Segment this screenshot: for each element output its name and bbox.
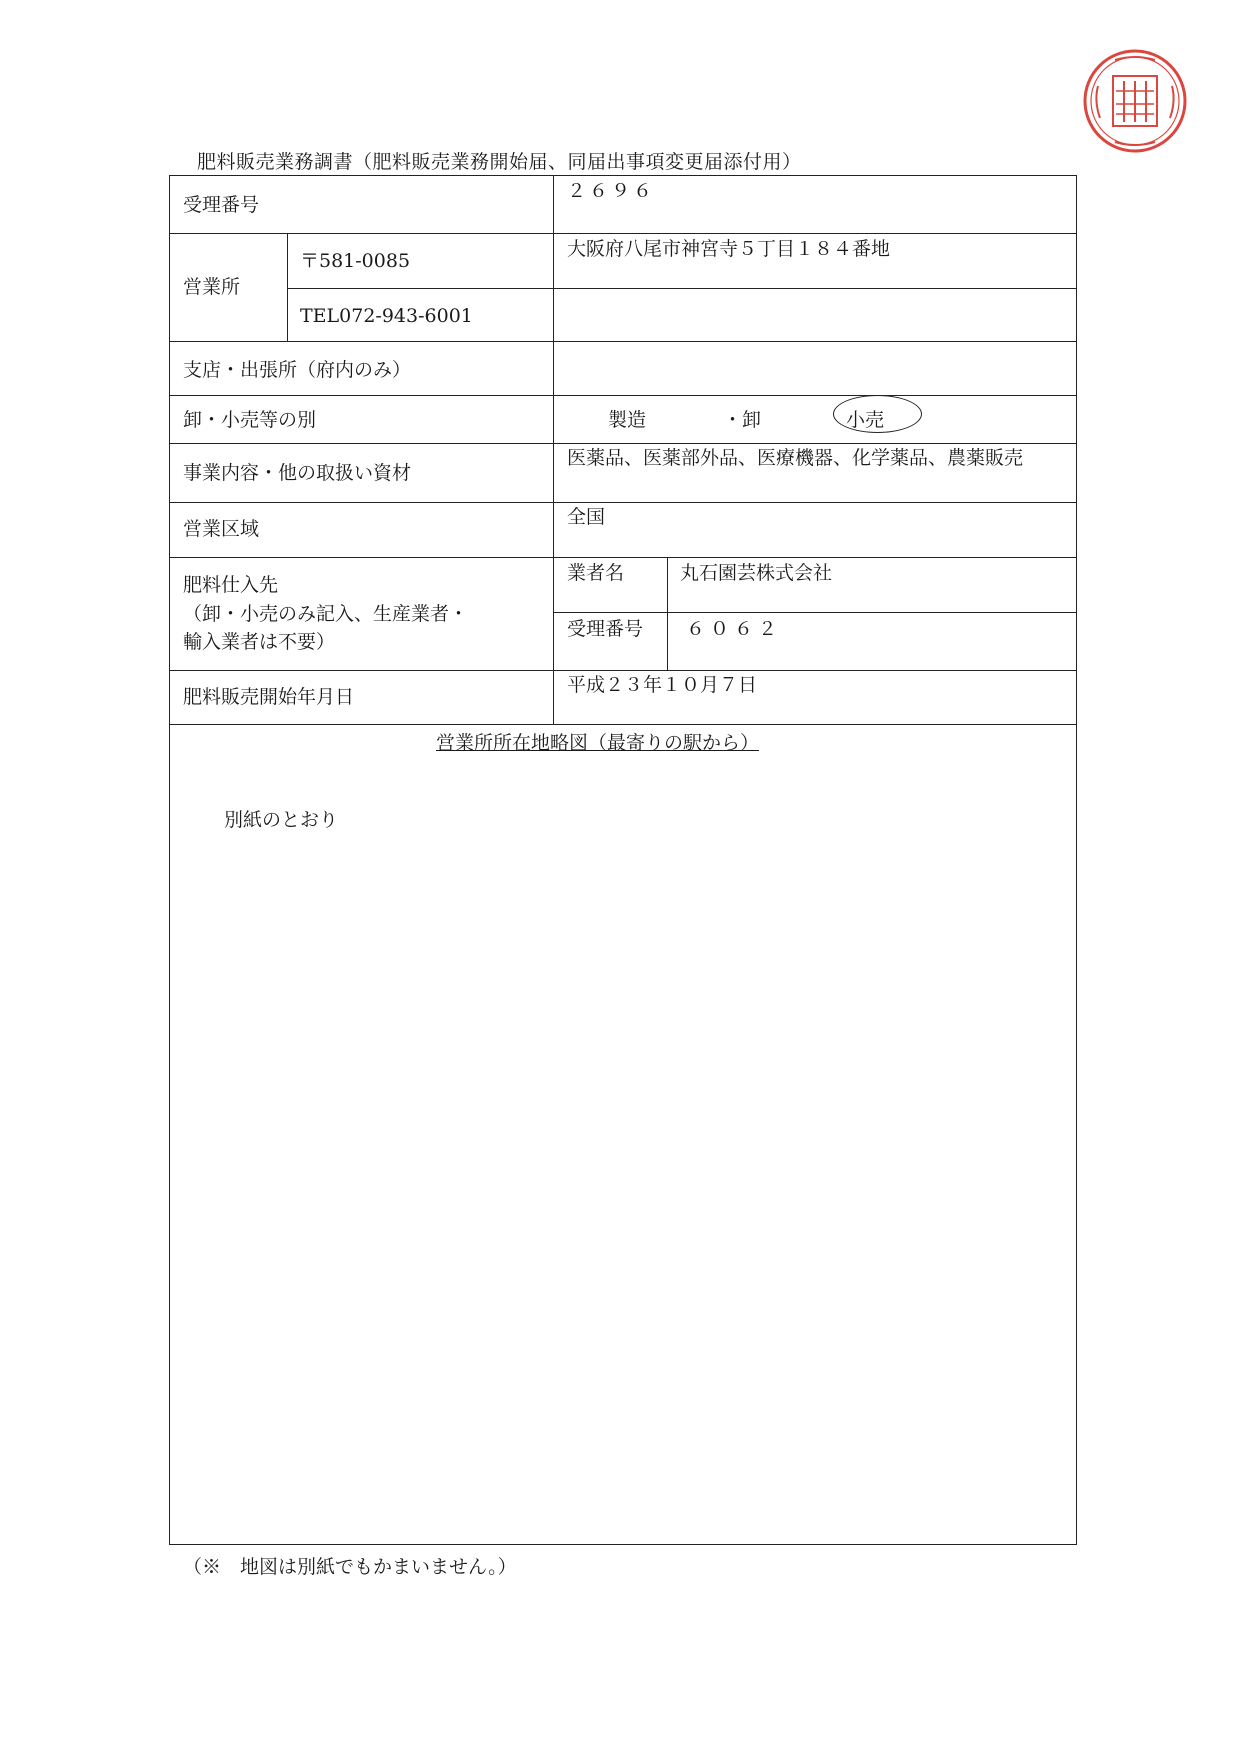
business-area-value: 全国 xyxy=(567,506,606,528)
selected-option-circle xyxy=(833,395,922,433)
row-divider xyxy=(169,502,1077,503)
start-date-value: 平成２３年１０月７日 xyxy=(567,674,758,696)
map-body-text: 別紙のとおり xyxy=(224,809,339,831)
office-label: 営業所 xyxy=(183,276,241,298)
supplier-number-value: ６０６２ xyxy=(686,618,783,640)
document-title: 肥料販売業務調書（肥料販売業務開始届、同届出事項変更届添付用） xyxy=(197,151,802,173)
column-divider xyxy=(553,175,554,724)
start-date-label: 肥料販売開始年月日 xyxy=(183,686,355,708)
business-content-value: 医薬品、医薬部外品、医療機器、化学薬品、農薬販売 xyxy=(567,447,1024,469)
row-divider xyxy=(169,724,1077,725)
reception-number-label: 受理番号 xyxy=(183,194,260,216)
office-phone: TEL072-943-6001 xyxy=(300,305,473,327)
row-divider xyxy=(169,341,1077,342)
row-divider xyxy=(169,395,1077,396)
business-content-label: 事業内容・他の取扱い資材 xyxy=(183,462,412,484)
branch-label: 支店・出張所（府内のみ） xyxy=(183,359,412,381)
office-postal-code: 〒581-0085 xyxy=(300,250,411,272)
supplier-label-note: 輸入業者は不要） xyxy=(183,631,336,653)
footnote: （※ 地図は別紙でもかまいません。） xyxy=(183,1556,517,1578)
business-type-option-retail: 小売 xyxy=(846,409,885,431)
map-heading: 営業所所在地略図（最寄りの駅から） xyxy=(436,732,760,754)
supplier-label: 肥料仕入先 xyxy=(183,574,279,596)
supplier-name-label: 業者名 xyxy=(567,562,625,584)
business-type-option-manufacture: 製造 xyxy=(608,409,647,431)
supplier-label-note: （卸・小売のみ記入、生産業者・ xyxy=(183,603,469,625)
business-area-label: 営業区域 xyxy=(183,518,260,540)
row-divider xyxy=(553,612,1077,613)
reception-number-value: ２６９６ xyxy=(567,180,656,202)
office-address: 大阪府八尾市神宮寺５丁目１８４番地 xyxy=(567,238,891,260)
column-divider xyxy=(667,557,668,670)
supplier-number-label: 受理番号 xyxy=(567,618,644,640)
business-type-option-wholesale: ・卸 xyxy=(723,409,762,431)
seal-stamp-icon xyxy=(1080,46,1190,156)
business-type-label: 卸・小売等の別 xyxy=(183,409,317,431)
supplier-name-value: 丸石園芸株式会社 xyxy=(680,562,833,584)
row-divider xyxy=(287,288,1077,289)
column-divider xyxy=(287,233,288,341)
